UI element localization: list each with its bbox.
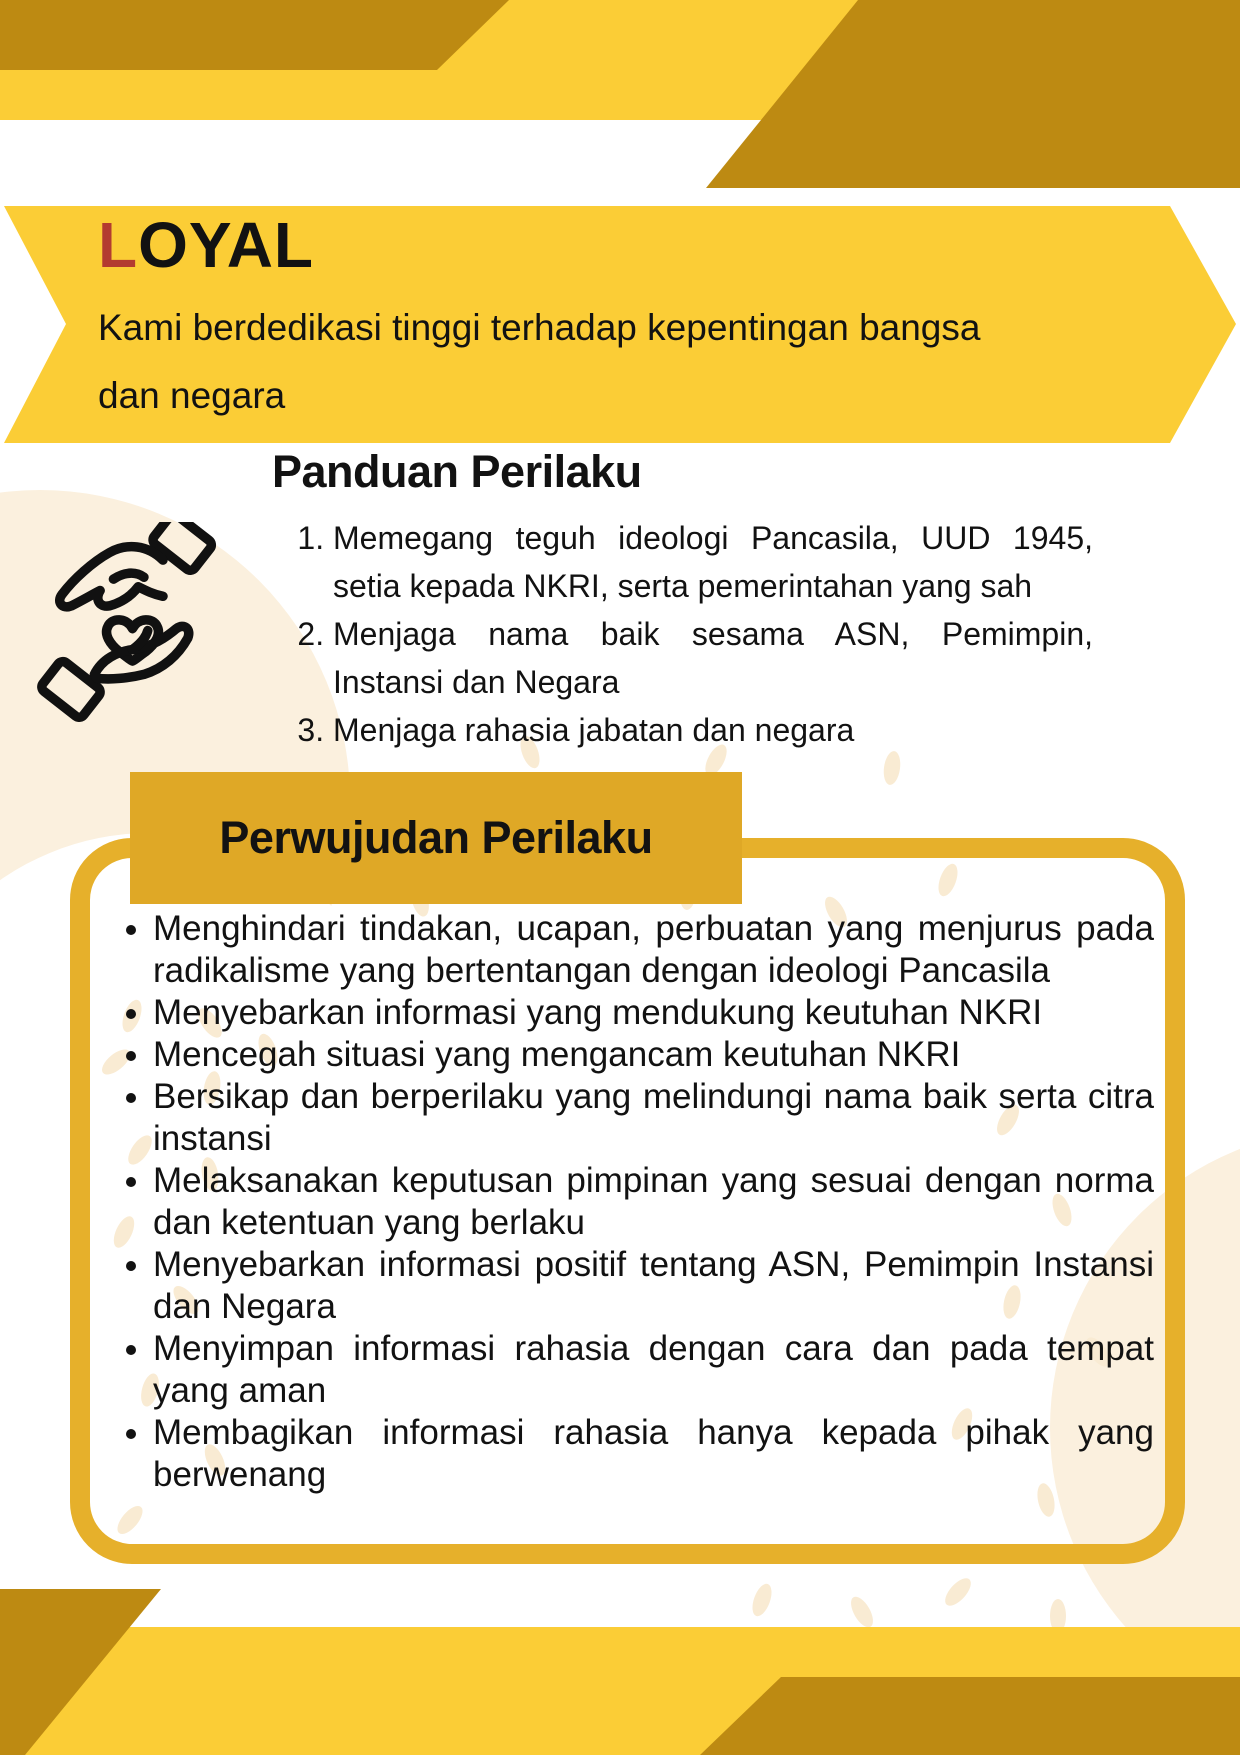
title-accent-letter: L: [98, 209, 139, 281]
list-item: 1. Memegang teguh ideologi Pancasila, UUD 1945, setia kepada NKRI, serta pemerintahan yang sah: [333, 514, 1093, 610]
list-item: • Mencegah situasi yang mengancam keutuhan NKRI: [153, 1034, 1154, 1076]
perwujudan-perilaku-label: Perwujudan Perilaku: [130, 772, 742, 904]
list-item: • Menyimpan informasi rahasia dengan cara dan pada tempat yang aman: [153, 1328, 1154, 1412]
page-title: [98, 210, 314, 280]
numbered-list: [293, 514, 1093, 754]
hands-giving-heart-icon: [35, 522, 230, 722]
top-hand-thumb: [113, 573, 143, 579]
top-left-dark-band: [0, 0, 509, 70]
list-item: 2. Menjaga nama baik sesama ASN, Pemimpin, Instansi dan Negara: [333, 610, 1093, 706]
panduan-perilaku-heading: Panduan Perilaku: [272, 446, 642, 497]
banner-subtitle: Kami berdedikasi tinggi terhadap kepentingan bangsa dan negara: [98, 307, 981, 416]
bottom-right-dark-parallelogram: [700, 1677, 1240, 1755]
list-item: • Membagikan informasi rahasia hanya kepada pihak yang berwenang: [153, 1412, 1154, 1496]
panduan-perilaku-list: [293, 514, 1093, 754]
list-item: • Melaksanakan keputusan pimpinan yang sesuai dengan norma dan ketentuan yang berlaku: [153, 1160, 1154, 1244]
bullet-list: [112, 908, 1154, 1496]
title-rest: OYAL: [138, 209, 314, 281]
list-item: • Menghindari tindakan, ucapan, perbuatan yang menjurus pada radikalisme yang bertentangan dengan ideologi Pancasila: [153, 908, 1154, 992]
list-item: • Bersikap dan berperilaku yang melindungi nama baik serta citra instansi: [153, 1076, 1154, 1160]
top-hand-cuff: [151, 522, 214, 572]
list-item: • Menyebarkan informasi yang mendukung keutuhan NKRI: [153, 992, 1154, 1034]
list-item: 3. Menjaga rahasia jabatan dan negara: [333, 706, 1093, 754]
list-item: • Menyebarkan informasi positif tentang ASN, Pemimpin Instansi dan Negara: [153, 1244, 1154, 1328]
perwujudan-perilaku-list: [112, 908, 1154, 1496]
